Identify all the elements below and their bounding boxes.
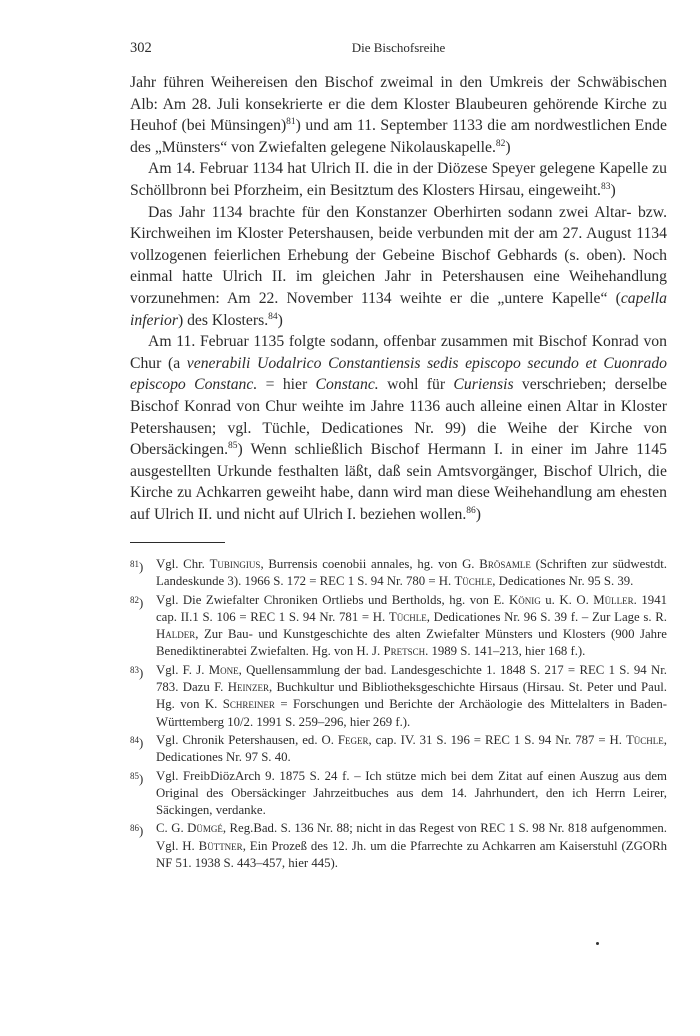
page-header [130, 40, 667, 62]
footnote-number: 86 [130, 823, 139, 834]
footnote-text: Vgl. Chronik Petershausen, ed. O. Feger, cap. IV. 31 S. 196 = REC 1 S. 94 Nr. 787 = H. Tüchle, Dedicationes Nr. 97 S. 40. [156, 732, 667, 765]
paragraph-2: Am 14. Februar 1134 hat Ulrich II. die in der Diözese Speyer gelegene Kapelle zu Schöllbronn bei Pforzheim, ein Besitztum des Klosters Hirsau, eingeweiht.$^{83}$) [130, 160, 667, 199]
footnote-85: $^{85}$) Vgl. FreibDiözArch 9. 1875 S. 24 f. – Ich stütze mich bei dem Zitat auf einen Auszug aus dem Original des Obersäckinger Jahrzeitbuches aus dem 14. Jahrhundert, den ich Herrn Leirer, Säckingen, verdanke. [130, 768, 667, 820]
footnote-ref-85[interactable]: 85 [228, 441, 238, 452]
footnote-text: Vgl. F. J. Mone, Quellensammlung der bad. Landesgeschichte 1. 1848 S. 217 = REC 1 S. 94 Nr. 783. Dazu F. Heinzer, Buchkultur und Bibliotheksgeschichte Hirsaus (Hirsau. St. Peter und Paul. Hg. von K. Schreiner = Forschungen und Berichte der Archäologie des Mittelalters in Baden-Württemberg 10/2. 1991 S. 259–296, hier 269 f.). [156, 662, 667, 729]
footnote-ref-81[interactable]: 81 [286, 117, 296, 128]
footnote-86: $^{86}$) C. G. Dümgé, Reg.Bad. S. 136 Nr. 88; nicht in das Regest von REC 1 S. 98 Nr. 818 aufgenommen. Vgl. H. Büttner, Ein Prozeß des 12. Jh. um die Pfarrechte zu Achkarren am Kaiserstuhl (ZGORh NF 51. 1938 S. 443–457, hier 445). [130, 820, 667, 872]
footnote-81: $^{81}$) Vgl. Chr. Tubingius, Burrensis coenobii annales, hg. von G. Brösamle (Schriften zur südwestdt. Landeskunde 3). 1966 S. 172 = REC 1 S. 94 Nr. 780 = H. Tüchle, Dedicationes Nr. 95 S. 39. [130, 556, 667, 591]
footnote-ref-82[interactable]: 82 [495, 138, 506, 149]
paragraph-1: Jahr führen Weihereisen den Bischof zweimal in den Umkreis der Schwäbischen Alb: Am 28. Juli konsekrierte er die dem Kloster Blaubeuren gehörende Kirche zu Heuhof (bei Münsingen)$^{81}$) und am 11. September 1133 die am nordwestlichen Ende des „Münsters“ von Zwiefalten gelegene Nikolauskapelle.$^{82}$) [130, 74, 667, 156]
paragraph-3: Das Jahr 1134 brachte für den Konstanzer Oberhirten sodann zwei Altar- bzw. Kirchweihen im Kloster Petershausen, beide verbunden mit der am 27. August 1134 vollzogenen feierlichen Erhebung der Gebeine Bischof Gebhards (s. oben). Noch einmal hatte Ulrich II. im gleichen Jahr in Petershausen eine Weihehandlung vorzunehmen: Am 22. November 1134 weihte er die „untere Kapelle“ (capella inferior) des Klosters.$^{84}$) [130, 203, 667, 329]
footnote-text: C. G. Dümgé, Reg.Bad. S. 136 Nr. 88; nicht in das Regest von REC 1 S. 98 Nr. 818 aufgenommen. Vgl. H. Büttner, Ein Prozeß des 12. Jh. um die Pfarrechte zu Achkarren am Kaiserstuhl (ZGORh NF 51. 1938 S. 443–457, hier 445). [156, 821, 668, 871]
main-text [130, 72, 667, 525]
page-number: 302 [130, 40, 152, 56]
footnote-83: $^{83}$) Vgl. F. J. Mone, Quellensammlung der bad. Landesgeschichte 1. 1848 S. 217 = REC 1 S. 94 Nr. 783. Dazu F. Heinzer, Buchkultur und Bibliotheksgeschichte Hirsaus (Hirsau. St. Peter und Paul. Hg. von K. Schreiner = Forschungen und Berichte der Archäologie des Mittelalters in Baden-Württemberg 10/2. 1991 S. 259–296, hier 269 f.). [130, 662, 667, 731]
print-speck [596, 942, 599, 945]
footnote-84: $^{84}$) Vgl. Chronik Petershausen, ed. O. Feger, cap. IV. 31 S. 196 = REC 1 S. 94 Nr. 787 = H. Tüchle, Dedicationes Nr. 97 S. 40. [130, 732, 667, 767]
footnote-number: 85 [130, 770, 139, 781]
footnote-number: 82 [130, 594, 139, 605]
footnote-text: Vgl. Chr. Tubingius, Burrensis coenobii annales, hg. von G. Brösamle (Schriften zur südwestdt. Landeskunde 3). 1966 S. 172 = REC 1 S. 94 Nr. 780 = H. Tüchle, Dedicationes Nr. 95 S. 39. [156, 557, 668, 589]
running-head: Die Bischofsreihe [351, 40, 446, 55]
footnote-number: 84 [130, 734, 139, 745]
footnote-ref-83[interactable]: 83 [600, 181, 611, 192]
footnote-number: 83 [130, 664, 139, 675]
footnote-82: $^{82}$) Vgl. Die Zwiefalter Chroniken Ortliebs und Bertholds, hg. von E. König u. K. O. Müller. 1941 cap. II.1 S. 106 = REC 1 S. 94 Nr. 781 = H. Tüchle, Dedicationes Nr. 96 S. 39 f. – Zur Lage s. R. Halder, Zur Bau- und Kunstgeschichte des alten Zwiefalter Münsters und Klosters (900 Jahre Benediktinerabtei Zwiefalten. Hg. von H. J. Pretsch. 1989 S. 141–213, hier 168 f.). [130, 592, 667, 661]
footnote-divider [130, 542, 225, 543]
footnote-number: 81 [130, 559, 139, 569]
footnotes [130, 556, 667, 873]
footnote-ref-84[interactable]: 84 [268, 311, 278, 322]
paragraph-4: Am 11. Februar 1135 folgte sodann, offenbar zusammen mit Bischof Konrad von Chur (a venerabili Uodalrico Constantiensis sedis episcopo secundo et Cuonrado episcopo Constanc. = hier Constanc. wohl für Curiensis verschrieben; derselbe Bischof Konrad von Chur weihte im Jahre 1136 auch alleine einen Altar in Kloster Petershausen; vgl. Tüchle, Dedicationes Nr. 99) die Weihe der Kirche von Obersäckingen.$^{85}$) Wenn schließlich Bischof Hermann I. in einer im Jahre 1145 ausgestellten Urkunde festhalten läßt, daß sein Amtsvorgänger, Bischof Ulrich, die Kirche zu Achkarren geweiht habe, dann wird man diese Weihehandlung am ehesten auf Ulrich II. und nicht auf Ulrich I. beziehen wollen.$^{86}$) [130, 333, 668, 523]
footnote-ref-86[interactable]: 86 [466, 505, 476, 516]
footnote-text: Vgl. Die Zwiefalter Chroniken Ortliebs und Bertholds, hg. von E. König u. K. O. Müller. 1941 cap. II.1 S. 106 = REC 1 S. 94 Nr. 781 = H. Tüchle, Dedicationes Nr. 96 S. 39 f. – Zur Lage s. R. Halder, Zur Bau- und Kunstgeschichte des alten Zwiefalter Münsters und Klosters (900 Jahre Benediktinerabtei Zwiefalten. Hg. von H. J. Pretsch. 1989 S. 141–213, hier 168 f.). [156, 592, 667, 659]
footnote-text: Vgl. FreibDiözArch 9. 1875 S. 24 f. – Ich stütze mich bei dem Zitat auf einen Auszug aus dem Original des Obersäckinger Jahrzeitbuches aus dem 14. Jahrhundert, den ich Herrn Leirer, Säckingen, verdanke. [156, 768, 667, 818]
